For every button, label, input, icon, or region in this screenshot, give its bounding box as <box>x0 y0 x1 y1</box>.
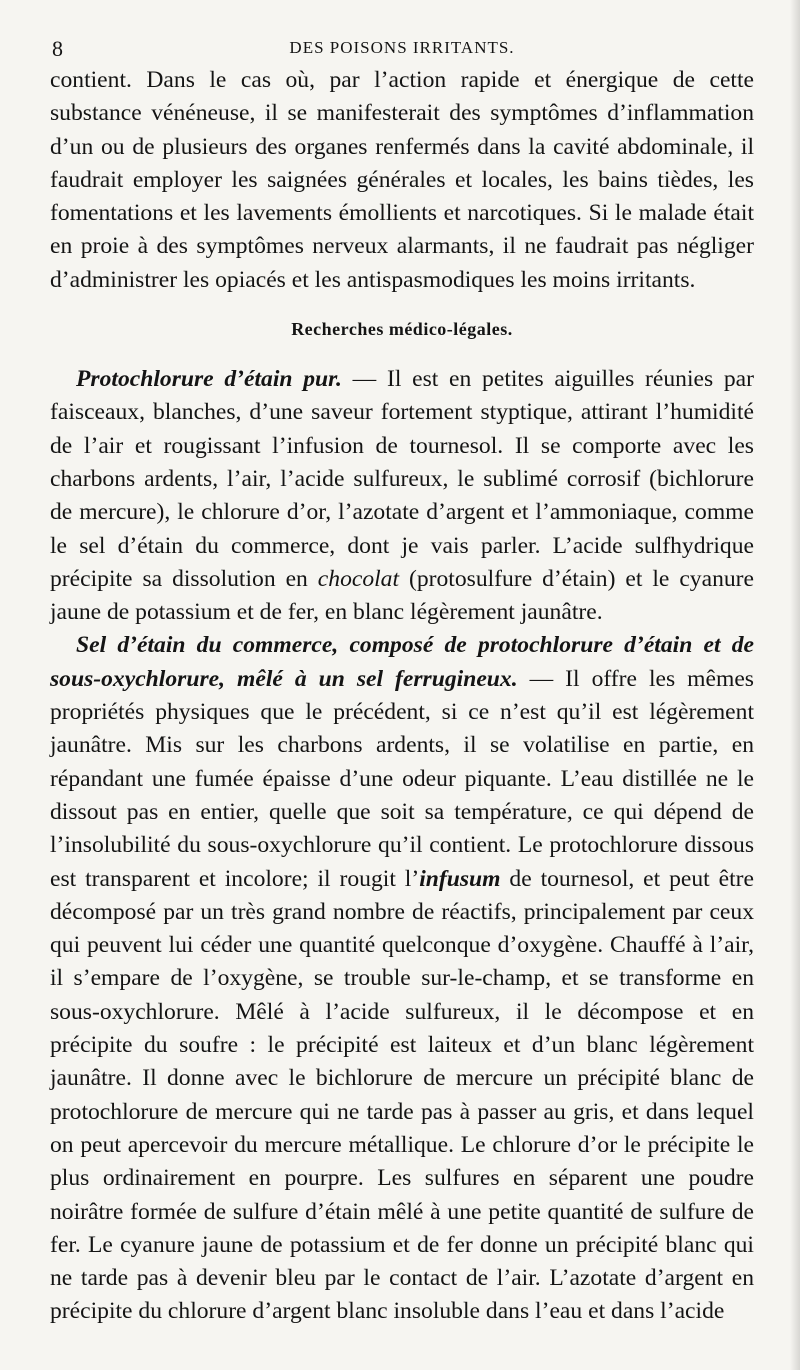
body-text <box>50 64 754 1329</box>
paragraph-sel-etain-lead: Sel d’étain du commerce, composé de protochlorure d’étain et de sous-oxychlorure, mêlé à un sel ferrugineux. <box>50 632 754 692</box>
paragraph-treatment <box>50 64 754 297</box>
paragraph-treatment-text: contient. Dans le cas où, par l’action rapide et énergique de cette substance vénéneuse, il se manifesterait des symptômes d’inflammation d’un ou de plusieurs des organes renfermés dans la cavité abdominale, il faudrait employer les saignées générales et locales, les bains tièdes, les fomentations et les lavements émollients et narcotiques. Si le malade était en proie à des symptômes nerveux alarmants, il ne faudrait pas négliger d’administrer les opiacés et les antispasmodiques les moins irritants. <box>50 67 754 293</box>
page-edge-shadow <box>790 0 800 1370</box>
paragraph-protochlorure-italic: chocolat <box>317 565 400 592</box>
paragraph-sel-etain-italic: infusum <box>419 865 501 892</box>
paragraph-protochlorure-text-1: — Il est en petites aiguilles réunies par faisceaux, blanches, d’une saveur fortement styptique, attirant l’humidité de l’air et rougissant l’infusion de tournesol. Il se comporte avec les charbons ardents, l’air, l’acide sulfureux, le sublimé corrosif (bichlorure de mercure), le chlorure d’or, l’azotate d’argent et l’ammoniaque, comme le sel d’étain du commerce, dont je vais parler. L’acide sulfhydrique précipite sa dissolution en <box>50 366 754 592</box>
paragraph-sel-etain-text-1: — Il offre les mêmes propriétés physiques que le précédent, si ce n’est qu’il est légèrement jaunâtre. Mis sur les charbons ardents, il se volatilise en partie, en répandant une fumée épaisse d’une odeur piquante. L’eau distillée ne le dissout pas en entier, quelle que soit sa température, ce qui dépend de l’insolubilité du sous-oxychlorure qu’il contient. Le protochlorure dissous est transparent et incolore; il rougit l’ <box>50 665 754 892</box>
paragraph-sel-etain <box>50 629 754 1328</box>
paragraph-sel-etain-text-2: de tournesol, et peut être décomposé par un très grand nombre de réactifs, principalement par ceux qui peuvent lui céder une quantité quelconque d’oxygène. Chauffé à l’air, il s’empare de l’oxygène, se trouble sur-le-champ, et se transforme en sous-oxychlorure. Mêlé à l’acide sulfureux, il le décompose et en précipite du soufre : le précipité est laiteux et d’un blanc légèrement jaunâtre. Il donne avec le bichlorure de mercure un précipité blanc de protochlorure de mercure qui ne tarde pas à passer au gris, et dans lequel on peut apercevoir du mercure métallique. Le chlorure d’or le précipite le plus ordinairement en pourpre. Les sulfures en séparent une poudre noirâtre formée de sulfure d’étain mêlé à une petite quantité de sulfure de fer. Le cyanure jaune de potassium et de fer donne un précipité blanc qui ne tarde pas à devenir bleu par le contact de l’air. L’azotate d’argent en précipite du chlorure d’argent blanc insoluble dans l’eau et dans l’acide <box>50 865 754 1325</box>
running-title: DES POISONS IRRITANTS. <box>289 38 515 57</box>
paragraph-protochlorure <box>50 363 754 629</box>
paragraph-protochlorure-lead: Protochlorure d’étain pur. <box>76 366 342 393</box>
paragraph-protochlorure-text-2: (protosulfure d’étain) et le cyanure jaune de potassium et de fer, en blanc légèrement jaunâtre. <box>50 565 755 626</box>
section-heading: Recherches médico-légales. <box>291 319 513 340</box>
page-number: 8 <box>52 36 64 61</box>
running-header <box>50 28 754 64</box>
